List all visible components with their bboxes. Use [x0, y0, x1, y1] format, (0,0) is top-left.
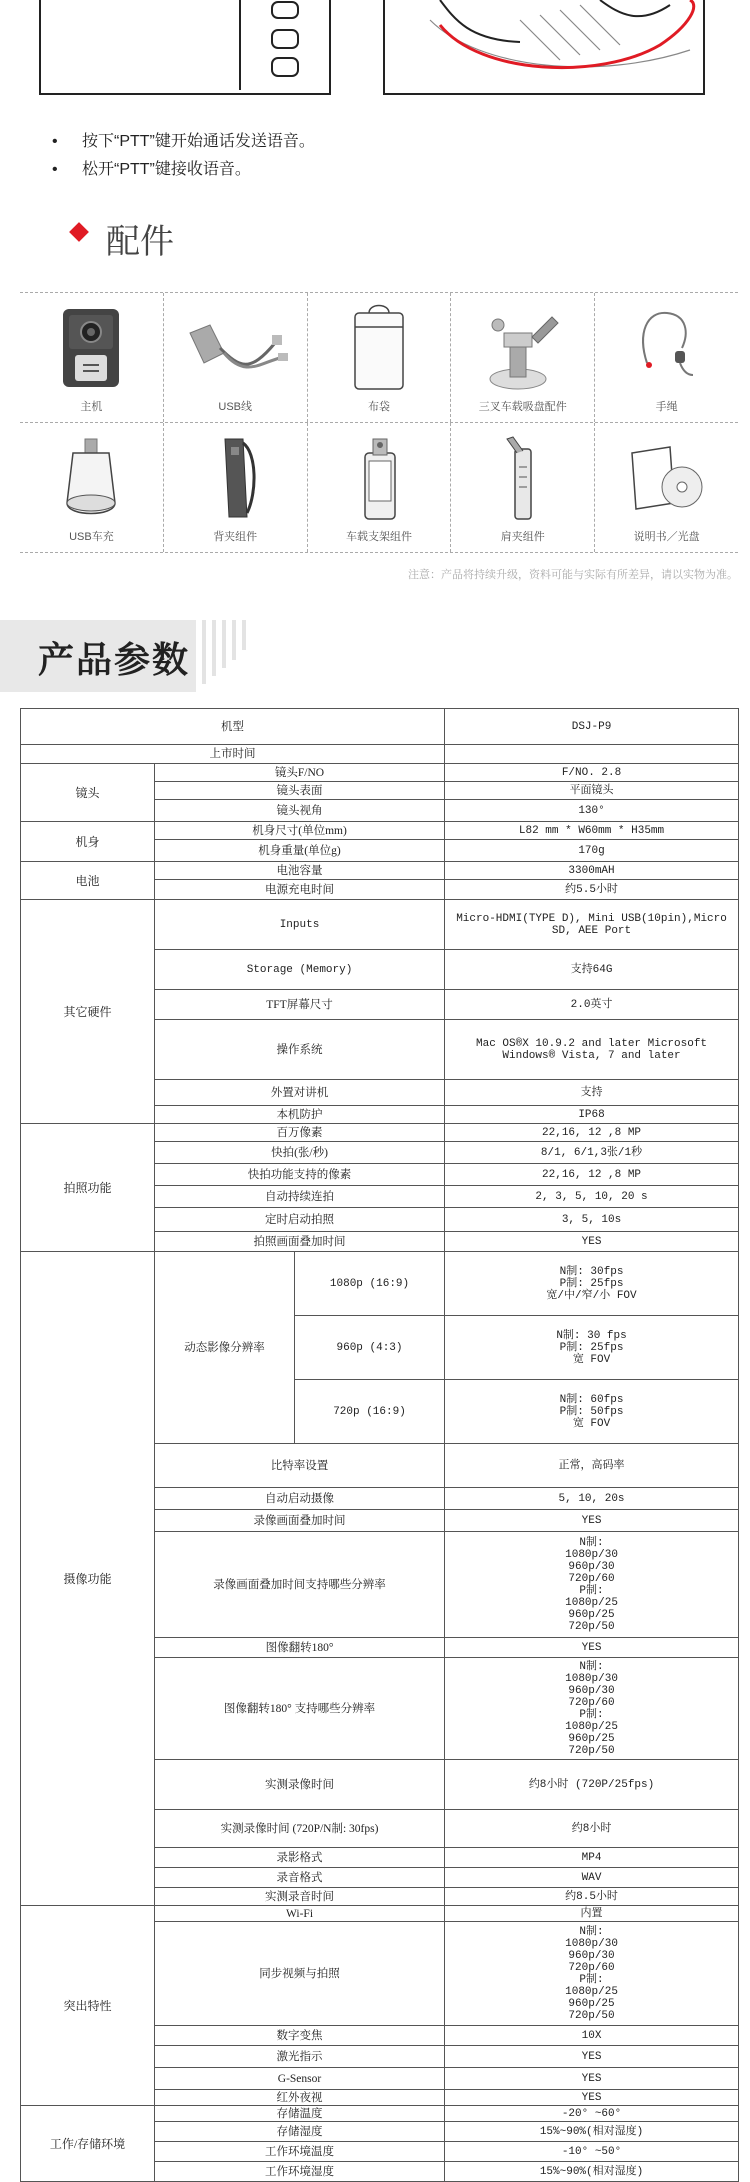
accessories-title: 配件 [106, 223, 174, 261]
spec-value: N制: 30 fps P制: 25fps 宽 FOV [445, 1316, 739, 1380]
spec-value: 170g [445, 840, 739, 862]
spec-value: 2, 3, 5, 10, 20 s [445, 1186, 739, 1208]
spec-sub-label: 1080p (16:9) [295, 1252, 445, 1316]
device-illustration [0, 0, 750, 110]
accessories-grid [20, 292, 738, 553]
spec-value: 22,16, 12 ,8 MP [445, 1124, 739, 1142]
spec-value: YES [445, 1510, 739, 1532]
accessory-item [164, 423, 308, 552]
spec-value: YES [445, 1232, 739, 1252]
spec-value: 3300mAH [445, 862, 739, 880]
spec-value: Micro-HDMI(TYPE D), Mini USB(10pin),Micro SD, AEE Port [445, 900, 739, 950]
spec-label: 机型 [21, 709, 445, 745]
spec-value: 支持64G [445, 950, 739, 990]
spec-value: 10X [445, 2026, 739, 2046]
spec-value: -20° ~60° [445, 2106, 739, 2122]
spec-value: 5, 10, 20s [445, 1488, 739, 1510]
instruction-item: • 松开“PTT”键接收语音。 [52, 156, 315, 184]
spec-sub-label: 720p (16:9) [295, 1380, 445, 1444]
spec-label: 快拍(张/秒) [155, 1142, 445, 1164]
spec-label: TFT屏幕尺寸 [155, 990, 445, 1020]
spec-group: 工作/存储环境 [21, 2106, 155, 2182]
spec-value: YES [445, 2090, 739, 2106]
accessories-row [20, 293, 738, 423]
table-row [21, 862, 739, 880]
spec-value: YES [445, 2046, 739, 2068]
spec-label: 录影格式 [155, 1848, 445, 1868]
spec-label: Wi-Fi [155, 1906, 445, 1922]
accessory-item [20, 293, 164, 422]
spec-value: N制: 1080p/30 960p/30 720p/60 P制: 1080p/25 960p/25 720p/50 [445, 1658, 739, 1760]
spec-value: -10° ~50° [445, 2142, 739, 2162]
spec-label: 比特率设置 [155, 1444, 445, 1488]
spec-value: N制: 30fps P制: 25fps 宽/中/窄/小 FOV [445, 1252, 739, 1316]
spec-label: 百万像素 [155, 1124, 445, 1142]
spec-value: N制: 1080p/30 960p/30 720p/60 P制: 1080p/25 960p/25 720p/50 [445, 1922, 739, 2026]
header-stripe [232, 620, 236, 660]
spec-value: 支持 [445, 1080, 739, 1106]
accessory-item [164, 293, 308, 422]
spec-value: 130° [445, 800, 739, 822]
spec-group: 拍照功能 [21, 1124, 155, 1252]
spec-label: 电池容量 [155, 862, 445, 880]
accessory-item [595, 423, 738, 552]
spec-value: YES [445, 1638, 739, 1658]
shoulder-clip-icon [483, 433, 563, 527]
accessory-item [595, 293, 738, 422]
spec-label: 动态影像分辨率 [155, 1252, 295, 1444]
accessory-label: 三叉车载吸盘配件 [478, 401, 567, 413]
spec-label: 自动启动摄像 [155, 1488, 445, 1510]
spec-value: Mac OS®X 10.9.2 and later Microsoft Windows® Vista, 7 and later [445, 1020, 739, 1080]
spec-group: 摄像功能 [21, 1252, 155, 1906]
spec-value: 约8小时 [445, 1810, 739, 1848]
accessory-item [451, 423, 595, 552]
spec-group: 电池 [21, 862, 155, 900]
spec-value: WAV [445, 1868, 739, 1888]
lanyard-icon [627, 303, 707, 397]
spec-label: 定时启动拍照 [155, 1208, 445, 1232]
spec-label: 红外夜视 [155, 2090, 445, 2106]
ptt-instructions [52, 128, 315, 184]
pouch-icon [339, 303, 419, 397]
spec-label: 存储温度 [155, 2106, 445, 2122]
spec-label: G-Sensor [155, 2068, 445, 2090]
spec-value: MP4 [445, 1848, 739, 1868]
spec-value: 约8.5小时 [445, 1888, 739, 1906]
spec-group: 机身 [21, 822, 155, 862]
spec-label: 存储湿度 [155, 2122, 445, 2142]
spec-value: 15%~90%(相对湿度) [445, 2122, 739, 2142]
spec-value: N制: 60fps P制: 50fps 宽 FOV [445, 1380, 739, 1444]
spec-value: L82 mm * W60mm * H35mm [445, 822, 739, 840]
spec-label: 数字变焦 [155, 2026, 445, 2046]
spec-label: 图像翻转180° [155, 1638, 445, 1658]
spec-value: DSJ-P9 [445, 709, 739, 745]
table-row [21, 1124, 739, 1142]
camera-icon [51, 303, 131, 393]
accessory-item [20, 423, 164, 552]
spec-label: 机身尺寸(单位mm) [155, 822, 445, 840]
spec-label: 本机防护 [155, 1106, 445, 1124]
header-stripe [212, 620, 216, 676]
spec-value: 平面镜头 [445, 782, 739, 800]
spec-value: 约5.5小时 [445, 880, 739, 900]
table-row [21, 709, 739, 745]
spec-label: 外置对讲机 [155, 1080, 445, 1106]
header-stripe [222, 620, 226, 668]
spec-label: 电源充电时间 [155, 880, 445, 900]
disclaimer-note: 注意：产品将持续升级，资料可能与实际有所差异，请以实物为准。 [408, 569, 738, 581]
spec-label: 快拍功能支持的像素 [155, 1164, 445, 1186]
accessories-row [20, 423, 738, 553]
spec-value: 内置 [445, 1906, 739, 1922]
instruction-item: • 按下“PTT”键开始通话发送语音。 [52, 128, 315, 156]
table-row [21, 1252, 739, 1316]
spec-value: 15%~90%(相对湿度) [445, 2162, 739, 2182]
params-header [0, 620, 750, 692]
spec-label: Storage (Memory) [155, 950, 445, 990]
accessory-label: 布袋 [367, 401, 390, 413]
spec-label: 镜头视角 [155, 800, 445, 822]
spec-value: 2.0英寸 [445, 990, 739, 1020]
spec-label: 操作系统 [155, 1020, 445, 1080]
spec-label: 拍照画面叠加时间 [155, 1232, 445, 1252]
spec-label: 镜头F/NO [155, 764, 445, 782]
spec-group: 镜头 [21, 764, 155, 822]
header-stripe [202, 620, 206, 684]
manual-cd-icon [622, 433, 712, 527]
spec-value: 正常，高码率 [445, 1444, 739, 1488]
spec-value: F/NO. 2.8 [445, 764, 739, 782]
spec-label: 实测录音时间 [155, 1888, 445, 1906]
spec-value: N制: 1080p/30 960p/30 720p/60 P制: 1080p/25 960p/25 720p/50 [445, 1532, 739, 1638]
spec-label: 同步视频与拍照 [155, 1922, 445, 2026]
accessory-item [451, 293, 595, 422]
table-row [21, 1906, 739, 1922]
spec-label: 实测录像时间 (720P/N制: 30fps) [155, 1810, 445, 1848]
car-holder-icon [339, 433, 419, 527]
spec-label: 机身重量(单位g) [155, 840, 445, 862]
suction-mount-icon [478, 303, 568, 397]
table-row [21, 2106, 739, 2122]
accessory-label: 手绳 [655, 401, 678, 413]
usb-cable-icon [180, 303, 290, 393]
spec-value: 8/1, 6/1,3张/1秒 [445, 1142, 739, 1164]
spec-value: IP68 [445, 1106, 739, 1124]
spec-label: 镜头表面 [155, 782, 445, 800]
accessory-label: 车载支架组件 [345, 531, 412, 543]
accessory-label: 肩夹组件 [500, 531, 545, 543]
spec-label: 上市时间 [21, 745, 445, 764]
spec-value: 22,16, 12 ,8 MP [445, 1164, 739, 1186]
spec-value: 约8小时 (720P/25fps) [445, 1760, 739, 1810]
spec-value: YES [445, 2068, 739, 2090]
spec-label: Inputs [155, 900, 445, 950]
spec-label: 录像画面叠加时间 [155, 1510, 445, 1532]
spec-value: 3, 5, 10s [445, 1208, 739, 1232]
accessory-label: 说明书／光盘 [633, 531, 700, 543]
spec-label: 录像画面叠加时间支持哪些分辨率 [155, 1532, 445, 1638]
accessory-label: USB车充 [69, 531, 114, 543]
spec-sub-label: 960p (4:3) [295, 1316, 445, 1380]
spec-label: 工作环境温度 [155, 2142, 445, 2162]
params-title: 产品参数 [38, 639, 191, 680]
spec-label: 激光指示 [155, 2046, 445, 2068]
spec-group: 突出特性 [21, 1906, 155, 2106]
accessory-label: USB线 [218, 401, 252, 413]
spec-label: 自动持续连拍 [155, 1186, 445, 1208]
back-clip-icon [195, 433, 275, 527]
spec-group: 其它硬件 [21, 900, 155, 1124]
spec-label: 录音格式 [155, 1868, 445, 1888]
diamond-icon [69, 222, 89, 242]
table-row [21, 900, 739, 950]
car-charger-icon [51, 433, 131, 527]
spec-label: 实测录像时间 [155, 1760, 445, 1810]
table-row [21, 764, 739, 782]
spec-table [20, 708, 739, 2182]
accessory-label: 主机 [80, 401, 103, 413]
spec-label: 图像翻转180° 支持哪些分辨率 [155, 1658, 445, 1760]
table-row [21, 822, 739, 840]
spec-label: 工作环境湿度 [155, 2162, 445, 2182]
accessory-item [308, 423, 452, 552]
accessory-item [308, 293, 452, 422]
spec-value [445, 745, 739, 764]
accessory-label: 背夹组件 [213, 531, 258, 543]
table-row [21, 745, 739, 764]
header-stripe [242, 620, 246, 650]
